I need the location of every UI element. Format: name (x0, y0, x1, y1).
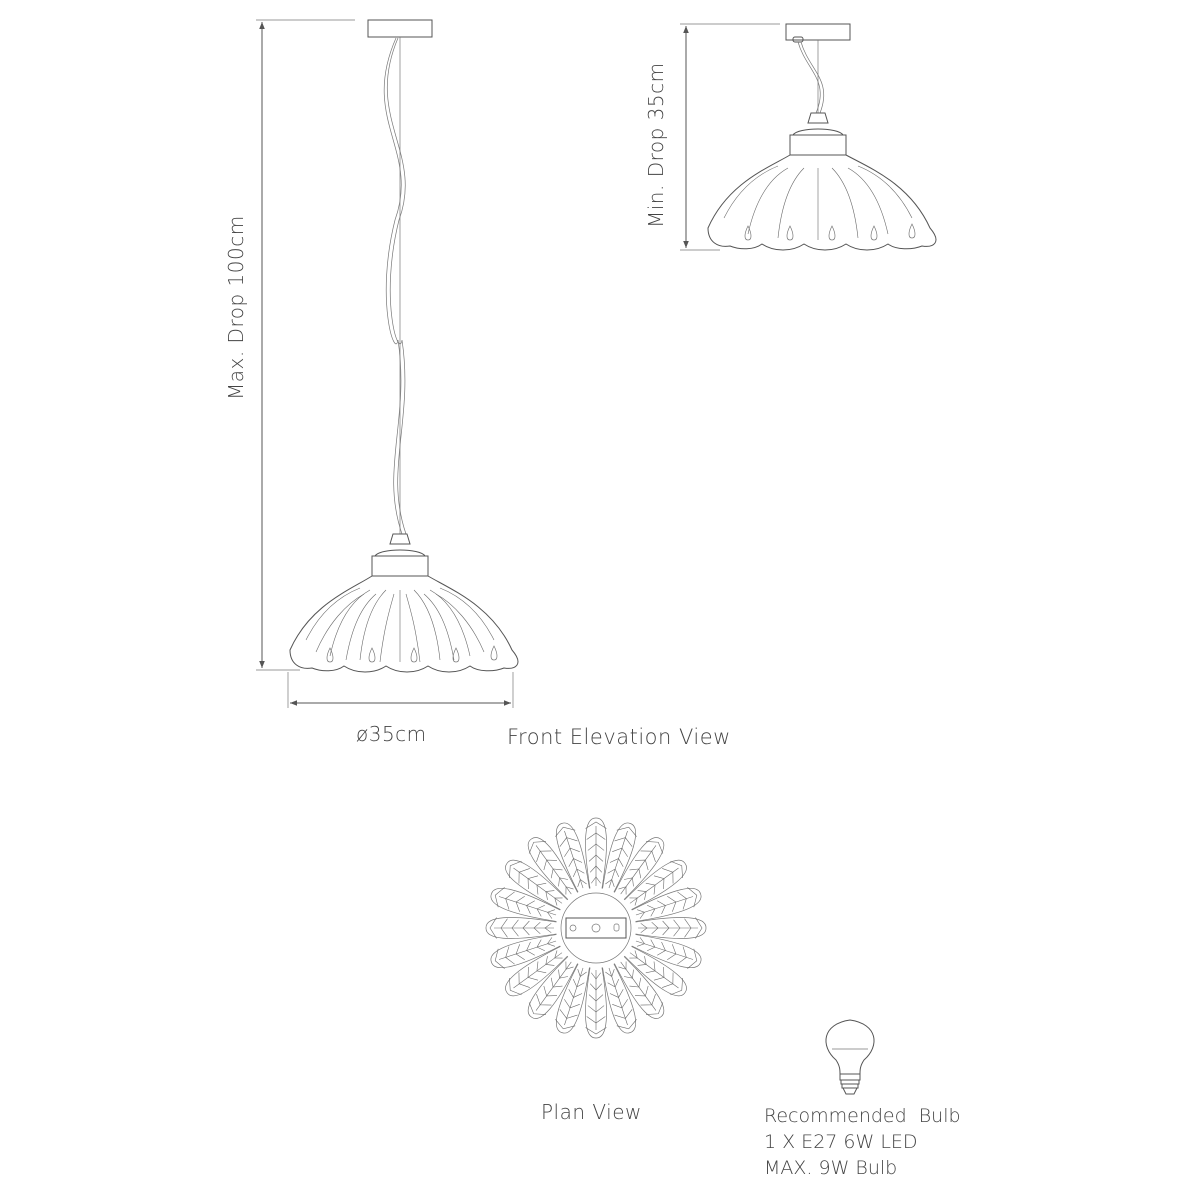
plan-petal-barb (506, 947, 515, 965)
plan-petal-barb (687, 949, 696, 969)
plan-petal-barb (564, 999, 579, 1008)
plan-petal-barb (615, 838, 633, 847)
plan-petal-barb (516, 944, 525, 959)
plan-view-drawing (486, 818, 706, 1038)
plan-petal-barb (624, 878, 633, 887)
plan-petal-barb (677, 892, 686, 910)
plan-petal-barb (516, 896, 525, 911)
plan-petal-barb (551, 978, 562, 987)
diameter-label: ø35cm (356, 722, 427, 746)
plan-petal-barb (687, 887, 696, 907)
recommended-bulb-block (764, 1103, 961, 1181)
plan-petal-barb (667, 944, 676, 959)
plan-petal-barb (646, 883, 655, 894)
plan-petal-barb (560, 1009, 578, 1018)
plan-petal-barb (667, 896, 676, 911)
plan-petal-barb (630, 869, 641, 878)
plan-petal-barb (615, 1009, 633, 1018)
min-drop-label: Min. Drop 35cm (644, 62, 668, 228)
bulb-title: Recommended Bulb (764, 1105, 961, 1127)
plan-view-title: Plan View (541, 1100, 642, 1124)
front-elevation-title: Front Elevation View (507, 725, 731, 749)
plan-petal-barb (612, 848, 627, 857)
max-drop-dimension (256, 20, 355, 670)
plan-petal-barb (555, 827, 575, 836)
bulb-icon (826, 1020, 874, 1094)
plan-petal-barb (495, 949, 504, 969)
plan-petal-barb (546, 956, 555, 965)
plan-petal-barb (630, 978, 641, 987)
plan-petal-barb (559, 970, 568, 979)
plan-petal-barb (506, 892, 515, 910)
bulb-spec-line1: 1 X E27 6W LED (764, 1131, 918, 1153)
plan-petal-barb (537, 962, 546, 973)
min-drop-pendant (708, 24, 936, 250)
min-drop-dimension (680, 24, 780, 250)
front-elevation-pendant (290, 20, 518, 672)
plan-petal-barb (495, 887, 504, 907)
plan-petal-barb (638, 956, 647, 965)
plan-petal-barb (560, 838, 578, 847)
plan-petal-barb (624, 970, 633, 979)
plan-petal-barb (612, 999, 627, 1008)
plan-petal-barb (537, 883, 546, 894)
bulb-spec-line2: MAX. 9W Bulb (764, 1157, 898, 1179)
plan-petal-barb (646, 962, 655, 973)
plan-petal-barb (638, 891, 647, 900)
plan-petal-barb (555, 1019, 575, 1028)
plan-petal-barb (617, 827, 637, 836)
plan-petal-barb (617, 1019, 637, 1028)
plan-petal-barb (677, 947, 686, 965)
plan-petal-barb (551, 869, 562, 878)
plan-petal-barb (559, 878, 568, 887)
plan-petal-barb (564, 848, 579, 857)
plan-petal-barb (546, 891, 555, 900)
max-drop-label: Max. Drop 100cm (224, 215, 248, 400)
diameter-dimension (288, 672, 513, 708)
